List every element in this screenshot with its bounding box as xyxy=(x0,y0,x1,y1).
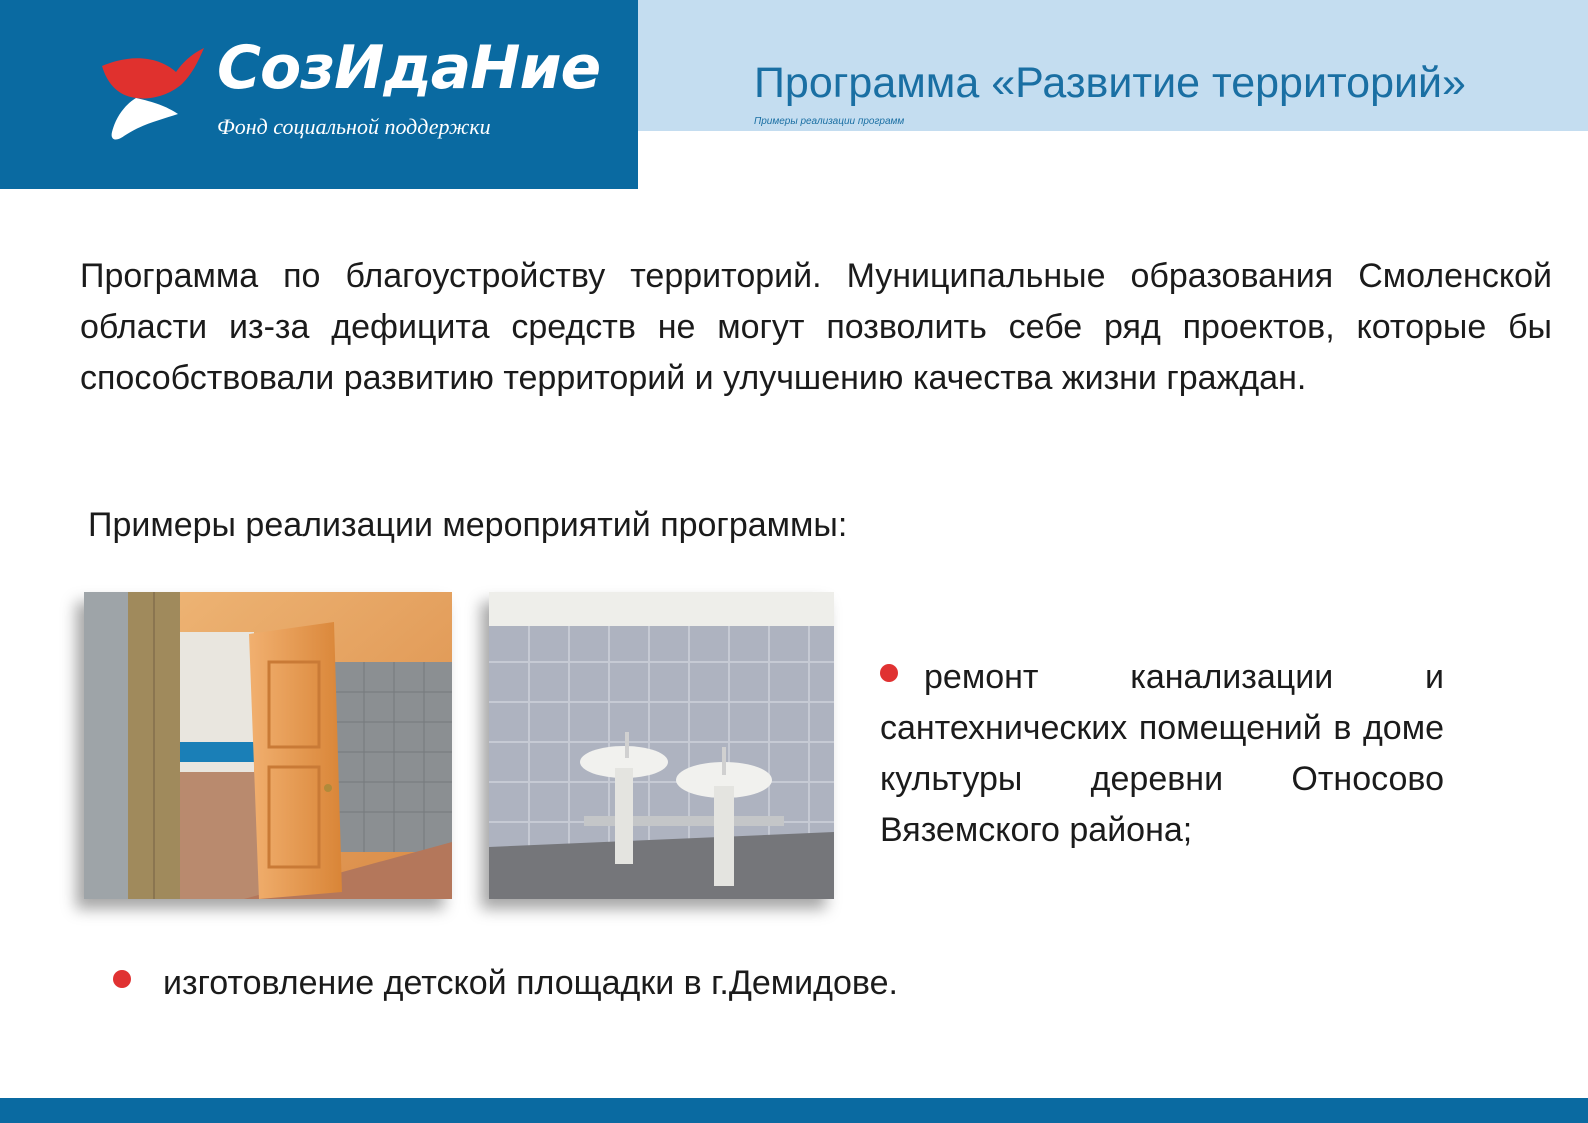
brand-name: СозИдаНие xyxy=(217,33,601,103)
logo-block xyxy=(0,0,638,189)
title-band xyxy=(638,0,1588,131)
photo-doorway xyxy=(84,592,452,899)
examples-heading: Примеры реализации мероприятий программы: xyxy=(88,506,848,544)
footer-bar xyxy=(0,1098,1588,1123)
page-subtitle: Примеры реализации программ xyxy=(754,116,905,127)
page-title: Программа «Развитие территорий» xyxy=(754,59,1466,107)
brand-tagline: Фонд социальной поддержки xyxy=(217,114,491,139)
bullet-item-2-text: изготовление детской площадки в г.Демидове. xyxy=(163,964,898,1002)
red-bullet-icon xyxy=(113,970,131,988)
photo-washbasins xyxy=(489,592,834,899)
intro-paragraph: Программа по благоустройству территорий. Муниципальные образования Смоленской области из-за дефицита средств не могут позволить себе ряд проектов, которые бы способствовали развитию территорий и улучшению качества жизни граждан. xyxy=(80,257,1552,397)
red-bird-in-hand-icon xyxy=(96,44,206,144)
bullet-item-1-text: ремонт канализации и сантехнических помещений в доме культуры деревни Относово Вяземского района; xyxy=(880,658,1444,849)
red-bullet-icon xyxy=(880,664,898,682)
bullet-item-2 xyxy=(113,963,898,1003)
bullet-item-1 xyxy=(880,652,1444,856)
